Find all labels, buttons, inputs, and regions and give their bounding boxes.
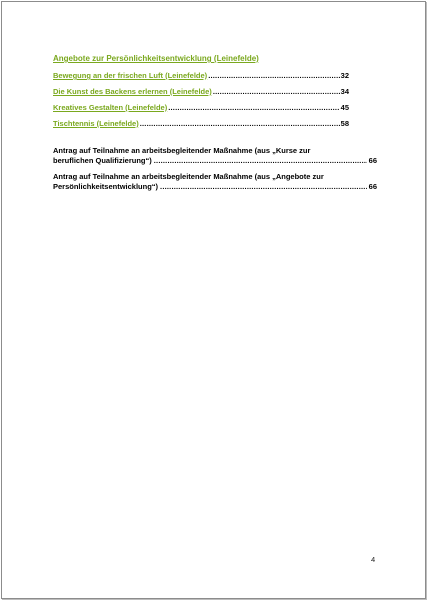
form-entry-title-line2: Persönlichkeitsentwicklung“): [53, 182, 159, 191]
toc-entry[interactable]: [53, 87, 349, 96]
toc-entry-page-number: 45: [340, 103, 349, 112]
toc-entry-page-number: 32: [340, 71, 349, 80]
toc-entry-page-number: 34: [340, 87, 349, 96]
form-entry-page-number: 66: [368, 182, 377, 191]
leader-dots: [213, 87, 340, 96]
form-entry-title-line1: Antrag auf Teilnahme an arbeitsbegleitender Maßnahme (aus „Angebote zur: [53, 172, 324, 181]
leader-dots: [168, 103, 339, 112]
form-toc-entry[interactable]: [53, 172, 377, 192]
page-number: 4: [371, 555, 376, 564]
form-entry-title-line2: beruflichen Qualifizierung“): [53, 156, 152, 165]
leader-dots: [154, 156, 367, 166]
leader-dots: [140, 119, 340, 128]
leader-dots: [160, 182, 367, 192]
toc-entry-page-number: 58: [340, 119, 349, 128]
section-heading-link[interactable]: Angebote zur Persönlichkeitsentwicklung (Leinefelde): [53, 54, 259, 63]
leader-dots: [208, 71, 339, 80]
toc-entry-title-link[interactable]: Bewegung an der frischen Luft (Leinefelde): [53, 71, 208, 80]
toc-entry-title-link[interactable]: Kreatives Gestalten (Leinefelde): [53, 103, 168, 112]
document-page: [1, 1, 426, 599]
toc-entry[interactable]: [53, 119, 349, 128]
toc-entry[interactable]: [53, 103, 349, 112]
toc-entry-title-link[interactable]: Die Kunst des Backens erlernen (Leinefelde): [53, 87, 212, 96]
form-toc-entry[interactable]: [53, 146, 377, 166]
toc-entry[interactable]: [53, 71, 349, 80]
form-entry-title-line1: Antrag auf Teilnahme an arbeitsbegleitender Maßnahme (aus „Kurse zur: [53, 146, 311, 155]
form-entry-page-number: 66: [368, 156, 377, 165]
toc-entry-title-link[interactable]: Tischtennis (Leinefelde): [53, 119, 139, 128]
